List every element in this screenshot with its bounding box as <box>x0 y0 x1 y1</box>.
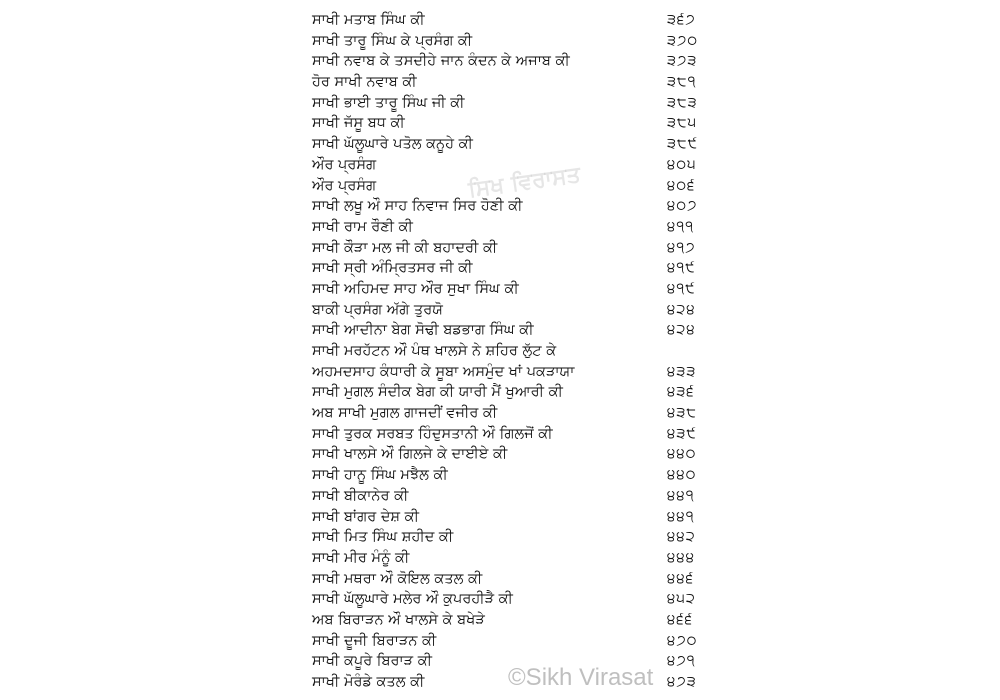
toc-entry-page-number: ੪੩੮ <box>667 405 697 422</box>
toc-entry-page-number: ੪੭੧ <box>667 653 696 670</box>
toc-entry <box>312 362 732 383</box>
toc-entry <box>312 444 732 465</box>
toc-entry-page-number: ੪੪੧ <box>667 487 695 504</box>
toc-entry-title: ਸਾਖੀ ਮਤਾਬ ਸਿੰਘ ਕੀ <box>312 12 425 28</box>
toc-entry-title: ਅਬ ਸਾਖੀ ਮੁਗਲ ਗਾਜਦੀਂ ਵਜੀਰ ਕੀ <box>312 405 498 422</box>
toc-entry-page-number: ੪੪੧ <box>667 508 695 525</box>
toc-entry-title: ਸਾਖੀ ਮਥਰਾ ਔ ਕੋਇਲ ਕਤਲ ਕੀ <box>312 570 483 587</box>
toc-entry <box>312 631 732 652</box>
toc-entry-page-number: ੪੧੭ <box>667 239 696 256</box>
toc-entry-page-number: ੩੬੭ <box>667 12 696 28</box>
toc-entry <box>312 610 732 631</box>
toc-entry <box>312 196 732 217</box>
toc-entry <box>312 258 732 279</box>
toc-entry-title: ਸਾਖੀ ਮੁਗਲ ਸੰਦੀਕ ਬੇਗ ਕੀ ਯਾਰੀ ਮੈਂ ਖੁਆਰੀ ਕੀ <box>312 384 563 401</box>
toc-entry <box>312 155 732 176</box>
toc-entry-page-number: ੪੦੫ <box>667 156 697 173</box>
toc-entry-title: ਅਬ ਬਿਰਾੜਨ ਔ ਖਾਲਸੇ ਕੇ ਬਖੇੜੇ <box>312 611 485 628</box>
toc-entry-page-number: ੪੪੦ <box>667 467 697 484</box>
toc-entry-title: ਸਾਖੀ ਦੂਜੀ ਬਿਰਾੜਨ ਕੀ <box>312 632 437 649</box>
toc-entry-title: ਸਾਖੀ ਲਖੂ ਔ ਸਾਹ ਨਿਵਾਜ ਸਿਰ ਹੋਣੀ ਕੀ <box>312 198 523 215</box>
toc-entry-title: ਸਾਖੀ ਸ੍ਰੀ ਅੰਮ੍ਰਿਤਸਰ ਜੀ ਕੀ <box>312 260 473 277</box>
toc-entry-page-number: ੩੭੩ <box>667 53 698 70</box>
toc-entry-title: ਸਾਖੀ ਤਾਰੂ ਸਿੰਘ ਕੇ ਪ੍ਰਸੰਗ ਕੀ <box>312 32 473 49</box>
toc-entry <box>312 93 732 114</box>
toc-entry-page-number: ੪੦੬ <box>667 177 696 194</box>
toc-entry-title: ਸਾਖੀ ਮੋਰੰਡੇ ਕਤਲ ਕੀ <box>312 674 425 690</box>
toc-entry-page-number: ੪੭੦ <box>667 632 698 649</box>
toc-entry-title: ਬਾਕੀ ਪ੍ਰਸੰਗ ਅੱਗੇ ਤੁਰਯੋ <box>312 301 443 318</box>
toc-entry <box>312 10 732 31</box>
toc-entry-page-number: ੪੦੭ <box>667 198 698 215</box>
toc-entry-title: ਸਾਖੀ ਭਾਈ ਤਾਰੂ ਸਿੰਘ ਜੀ ਕੀ <box>312 94 465 111</box>
toc-entry <box>312 465 732 486</box>
toc-entry-page-number: ੩੭੦ <box>667 32 699 49</box>
toc-entry-title: ਸਾਖੀ ਨਵਾਬ ਕੇ ਤਸਦੀਹੇ ਜਾਨ ਕੰਦਨ ਕੇ ਅਜਾਬ ਕੀ <box>312 53 570 70</box>
toc-entry <box>312 113 732 134</box>
toc-entry <box>312 176 732 197</box>
toc-entry <box>312 424 732 445</box>
toc-entry-title: ਸਾਖੀ ਕੌੜਾ ਮਲ ਜੀ ਕੀ ਬਹਾਦਰੀ ਕੀ <box>312 239 498 256</box>
toc-entry-title: ਅਹਮਦਸਾਹ ਕੰਧਾਰੀ ਕੇ ਸੂਬਾ ਅਸਮੁੰਦ ਖਾਂ ਪਕੜਾਯਾ <box>312 363 575 380</box>
toc-entry <box>312 51 732 72</box>
toc-entry <box>312 31 732 52</box>
toc-entry-title: ਸਾਖੀ ਹਾਨੂ ਸਿੰਘ ਮਝੈਲ ਕੀ <box>312 467 448 484</box>
toc-entry <box>312 238 732 259</box>
toc-entry-page-number: ੪੫੨ <box>667 591 696 608</box>
toc-entry <box>312 300 732 321</box>
toc-entry-title: ਸਾਖੀ ਮੀਰ ਮੰਨੂੰ ਕੀ <box>312 549 410 566</box>
toc-entry <box>312 403 732 424</box>
toc-entry-page-number: ੪੭੩ <box>667 674 697 690</box>
toc-entry-page-number: ੪੪੨ <box>667 529 696 546</box>
toc-entry <box>312 279 732 300</box>
toc-entry-page-number: ੩੮੩ <box>667 94 698 111</box>
toc-entry <box>312 527 732 548</box>
toc-entry-page-number: ੪੧੧ <box>667 218 695 235</box>
toc-entry-title: ਸਾਖੀ ਜੱਸੂ ਬਧ ਕੀ <box>312 115 405 132</box>
toc-entry <box>312 341 732 362</box>
toc-entry-page-number: ੪੧੯ <box>667 280 696 297</box>
toc-entry-page-number: ੪੪੦ <box>667 446 697 463</box>
toc-entry-page-number: ੪੩੯ <box>667 425 697 442</box>
toc-entry-title: ਸਾਖੀ ਮਿਤ ਸਿੰਘ ਸ਼ਹੀਦ ਕੀ <box>312 529 454 546</box>
toc-entry <box>312 589 732 610</box>
toc-entry-title: ਸਾਖੀ ਕਪੂਰੇ ਬਿਰਾੜ ਕੀ <box>312 653 432 670</box>
toc-entry-page-number: ੩੮੯ <box>667 136 699 153</box>
toc-entry <box>312 382 732 403</box>
toc-entry-title: ਸਾਖੀ ਘੱਲੂਘਾਰੇ ਪਤੋਲ ਕਨੂਹੇ ਕੀ <box>312 136 473 153</box>
watermark-center: ਸਿਖ ਵਿਰਾਸਤ <box>466 162 583 203</box>
toc-entry-page-number: ੪੧੯ <box>667 260 696 277</box>
toc-entry <box>312 72 732 93</box>
toc-entry-page-number: ੪੪੪ <box>667 549 696 566</box>
watermark-copyright: ©Sikh Virasat <box>508 664 654 691</box>
toc-entry-title: ਸਾਖੀ ਰਾਮ ਰੌਣੀ ਕੀ <box>312 218 413 235</box>
toc-entry-page-number: ੪੩੬ <box>667 384 695 401</box>
toc-entry <box>312 217 732 238</box>
toc-entry-page-number: ੪੨੪ <box>667 301 696 318</box>
toc-entry <box>312 507 732 528</box>
toc-entry-page-number: ੪੨੪ <box>667 322 696 339</box>
toc-entry-title: ਸਾਖੀ ਬੀਕਾਨੇਰ ਕੀ <box>312 487 409 504</box>
toc-entry <box>312 569 732 590</box>
toc-entry-title: ਸਾਖੀ ਆਦੀਨਾ ਬੇਗ ਸੋਢੀ ਬਡਭਾਗ ਸਿੰਘ ਕੀ <box>312 322 534 339</box>
toc-entry-title: ਔਰ ਪ੍ਰਸੰਗ <box>312 177 377 194</box>
toc-entry <box>312 672 732 693</box>
toc-entry <box>312 134 732 155</box>
toc-entry-title: ਔਰ ਪ੍ਰਸੰਗ <box>312 156 377 173</box>
toc-entry <box>312 651 732 672</box>
toc-entry <box>312 548 732 569</box>
toc-entry-page-number: ੩੮੫ <box>667 115 698 132</box>
table-of-contents <box>312 10 732 693</box>
toc-entry-page-number: ੪੪੬ <box>667 570 695 587</box>
toc-entry-title: ਸਾਖੀ ਬਾਂਗਰ ਦੇਸ਼ ਕੀ <box>312 508 419 525</box>
toc-entry-title: ਸਾਖੀ ਅਹਿਮਦ ਸਾਹ ਔਰ ਸੁਖਾ ਸਿੰਘ ਕੀ <box>312 280 519 297</box>
toc-entry-title: ਸਾਖੀ ਤੁਰਕ ਸਰਬਤ ਹਿੰਦੁਸਤਾਨੀ ਔ ਗਿਲਜੋਂ ਕੀ <box>312 425 553 442</box>
toc-entry <box>312 486 732 507</box>
toc-entry-page-number: ੪੬੬ <box>667 611 694 628</box>
toc-entry-page-number: ੩੮੧ <box>667 74 697 91</box>
toc-entry-title: ਸਾਖੀ ਮਰਹੱਟਨ ਔ ਪੰਥ ਖਾਲਸੇ ਨੇ ਸ਼ਹਿਰ ਲੁੱਟ ਕੇ <box>312 343 557 359</box>
toc-entry-page-number: ੪੩੩ <box>667 363 697 380</box>
toc-entry-title: ਸਾਖੀ ਖਾਲਸੇ ਔ ਗਿਲਜੇ ਕੇ ਦਾਈਏ ਕੀ <box>312 446 508 463</box>
toc-entry-title: ਹੋਰ ਸਾਖੀ ਨਵਾਬ ਕੀ <box>312 74 417 91</box>
toc-entry <box>312 320 732 341</box>
toc-entry-title: ਸਾਖੀ ਘੱਲੂਘਾਰੇ ਮਲੇਰ ਔ ਕੁਪਰਹੀੜੈ ਕੀ <box>312 591 513 608</box>
